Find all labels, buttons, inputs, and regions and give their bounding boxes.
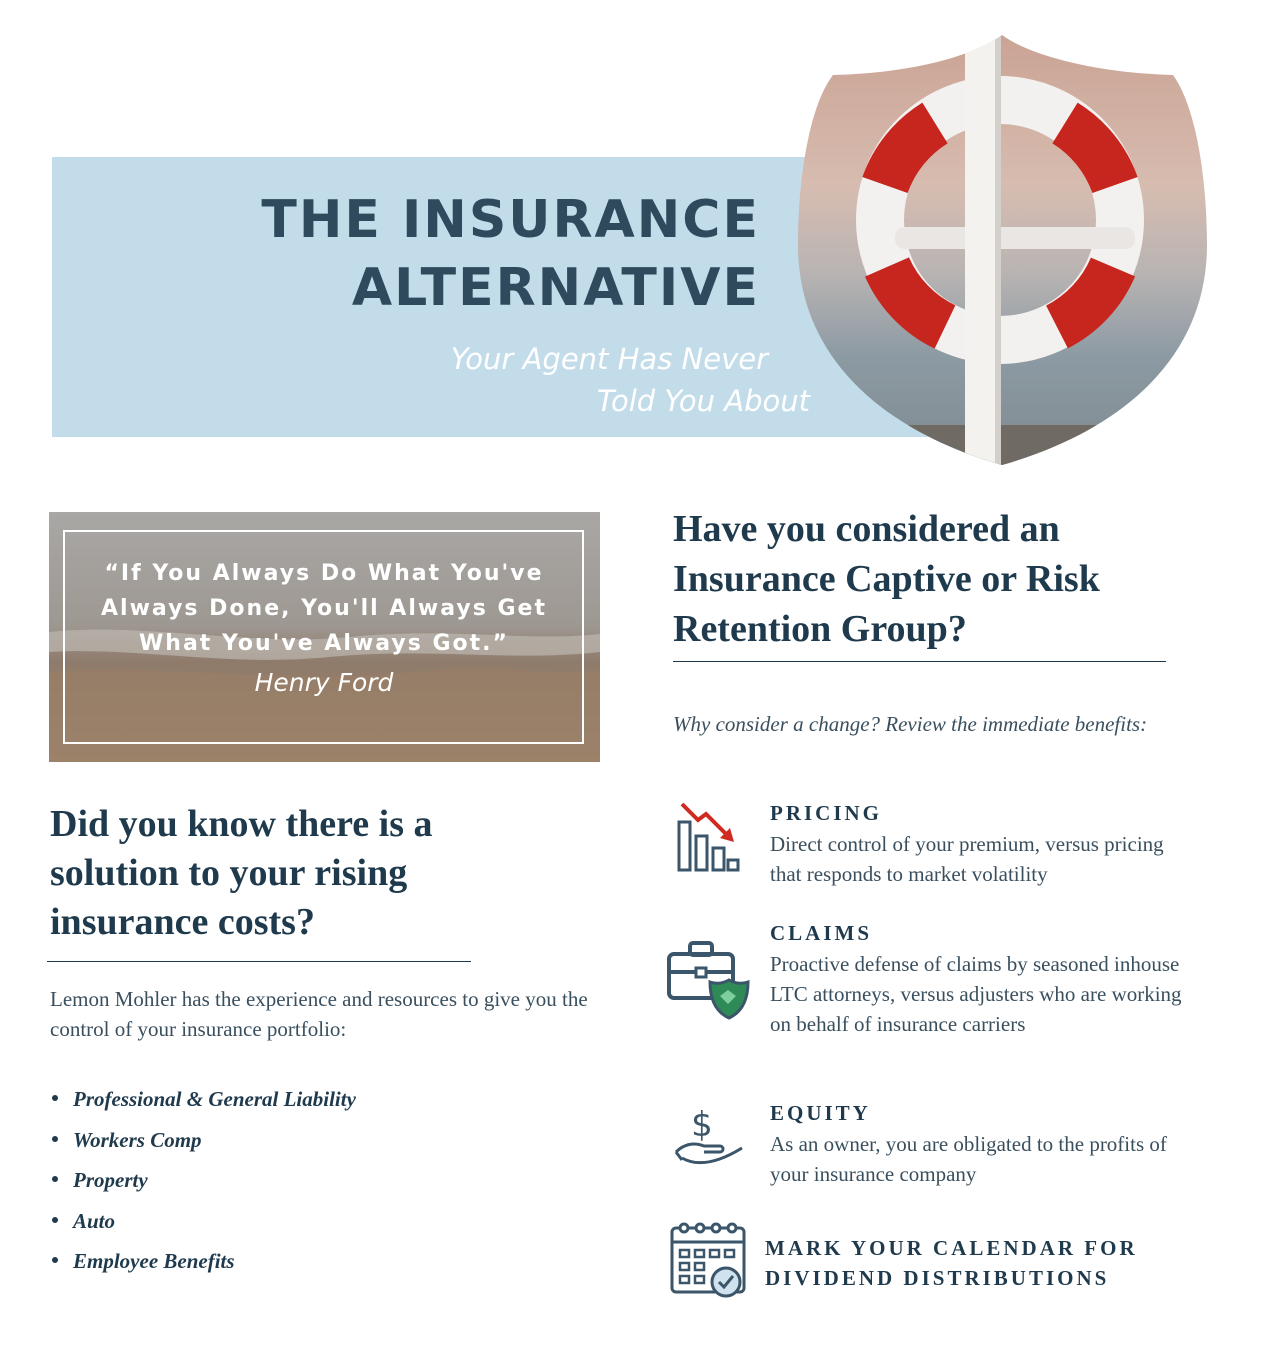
benefit-text-pricing: Direct control of your premium, versus pricing that responds to market volatility [770, 832, 1164, 886]
benefit-text-claims: Proactive defense of claims by seasoned inhouse LTC attorneys, versus adjusters who are working on behalf of insurance carriers [770, 952, 1182, 1036]
declining-bar-chart-icon [676, 800, 742, 874]
left-heading: Did you know there is a solution to your rising insurance costs? [50, 803, 433, 943]
hand-dollar-icon [672, 1100, 746, 1168]
dividend-cta [765, 1233, 1225, 1293]
list-item: Employee Benefits [50, 1242, 356, 1283]
list-item: Property [50, 1161, 356, 1202]
coverage-list [50, 1080, 356, 1283]
list-item: Workers Comp [50, 1121, 356, 1162]
hero-subtitle [400, 338, 810, 422]
benefit-title-claims: CLAIMS [770, 921, 873, 945]
hero-subtitle-line1: Your Agent Has Never [450, 342, 768, 376]
benefit-title-equity: EQUITY [770, 1101, 871, 1125]
intro-text: Lemon Mohler has the experience and resources to give you the control of your insurance portfolio: [50, 987, 588, 1041]
quote-text: “If You Always Do What You've Always Done, You'll Always Get What You've Always Got.” [101, 561, 547, 656]
right-heading: Have you considered an Insurance Captive or Risk Retention Group? [673, 508, 1100, 650]
benefit-text-equity: As an owner, you are obligated to the profits of your insurance company [770, 1132, 1167, 1186]
list-item: Professional & General Liability [50, 1080, 356, 1121]
cta-line2: DIVIDEND DISTRIBUTIONS [765, 1266, 1110, 1290]
hero-title-line2: ALTERNATIVE [351, 258, 760, 318]
why-text: Why consider a change? Review the immediate benefits: [673, 712, 1148, 736]
hero-title-line1: THE INSURANCE [261, 190, 760, 250]
life-ring-shield-image [795, 35, 1210, 465]
svg-text:$: $ [691, 1105, 713, 1145]
hero-subtitle-line2: Told You About [596, 384, 810, 418]
list-item: Auto [50, 1202, 356, 1243]
hero-title [260, 186, 760, 322]
cta-line1: MARK YOUR CALENDAR FOR [765, 1236, 1138, 1260]
divider-right [673, 661, 1166, 662]
briefcase-shield-icon [666, 938, 752, 1022]
divider-left [47, 961, 471, 962]
benefit-title-pricing: PRICING [770, 801, 883, 825]
calendar-check-icon [668, 1220, 750, 1300]
quote-author: Henry Ford [254, 668, 394, 697]
